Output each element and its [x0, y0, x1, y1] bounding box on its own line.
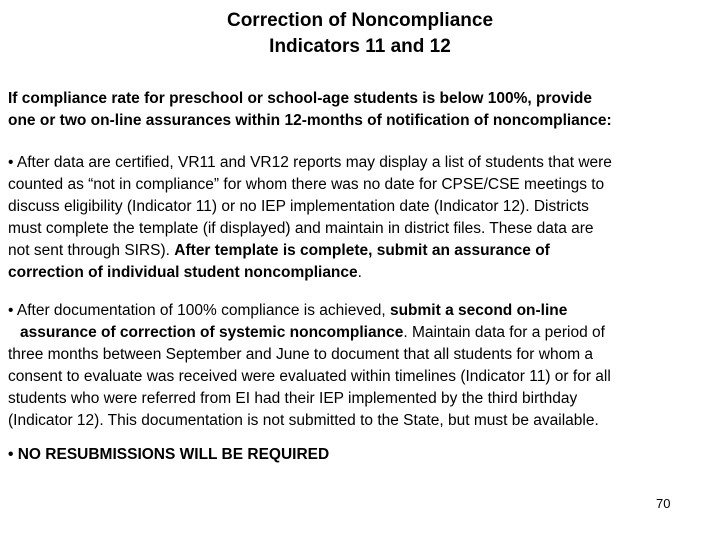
bullet2-line-1 — [8, 300, 712, 322]
title-line-2: Indicators 11 and 12 — [269, 36, 451, 57]
intro-line-2: one or two on-line assurances within 12-months of notification of noncompliance: — [8, 112, 612, 129]
bullet2-line-6: (Indicator 12). This documentation is not submitted to the State, but must be available. — [8, 412, 599, 429]
page-number: 70 — [656, 496, 671, 511]
bullet2-line-1-bold: submit a second on-line — [389, 302, 568, 319]
title-line-1: Correction of Noncompliance — [226, 10, 494, 31]
bullet2-line-4: consent to evaluate was received were evaluated within timelines (Indicator 11) or for all — [8, 368, 611, 385]
bullet-no-resubmissions: • NO RESUBMISSIONS WILL BE REQUIRED — [8, 446, 330, 463]
bullet-systemic-compliance — [8, 300, 712, 432]
bullet2-line-3: three months between September and June to document that all students for whom a — [8, 346, 594, 363]
bullet1-line-1: • After data are certified, VR11 and VR12 reports may display a list of students that were — [8, 154, 612, 171]
bullet1-line-3: discuss eligibility (Indicator 11) or no IEP implementation date (Indicator 12). Districts — [8, 198, 589, 215]
bullet-certified-data — [8, 152, 712, 284]
bullet2-line-1-plain: • After documentation of 100% compliance is achieved, — [8, 302, 390, 319]
bullet2-line-2 — [8, 322, 712, 344]
intro-paragraph — [8, 88, 712, 132]
bullet1-line-5-plain: not sent through SIRS). — [8, 242, 175, 259]
bullet1-line-4: must complete the template (if displayed) and maintain in district files. These data are — [8, 220, 594, 237]
bullet2-line-2-plain: . Maintain data for a period of — [403, 324, 605, 341]
slide-title — [0, 8, 720, 60]
bullet1-line-6-bold: correction of individual student noncompliance — [8, 264, 358, 281]
bullet2-line-5: students who were referred from EI had their IEP implemented by the third birthday — [8, 390, 578, 407]
intro-line-1: If compliance rate for preschool or school-age students is below 100%, provide — [8, 90, 592, 107]
bullet1-line-5 — [8, 240, 712, 262]
bullet1-line-6 — [8, 262, 712, 284]
bullet2-line-2-bold: assurance of correction of systemic noncompliance — [20, 324, 404, 341]
bullet1-line-6-end: . — [357, 264, 362, 281]
bullet1-line-5-bold: After template is complete, submit an assurance of — [174, 242, 550, 259]
bullet1-line-2: counted as “not in compliance” for whom there was no date for CPSE/CSE meetings to — [8, 176, 605, 193]
